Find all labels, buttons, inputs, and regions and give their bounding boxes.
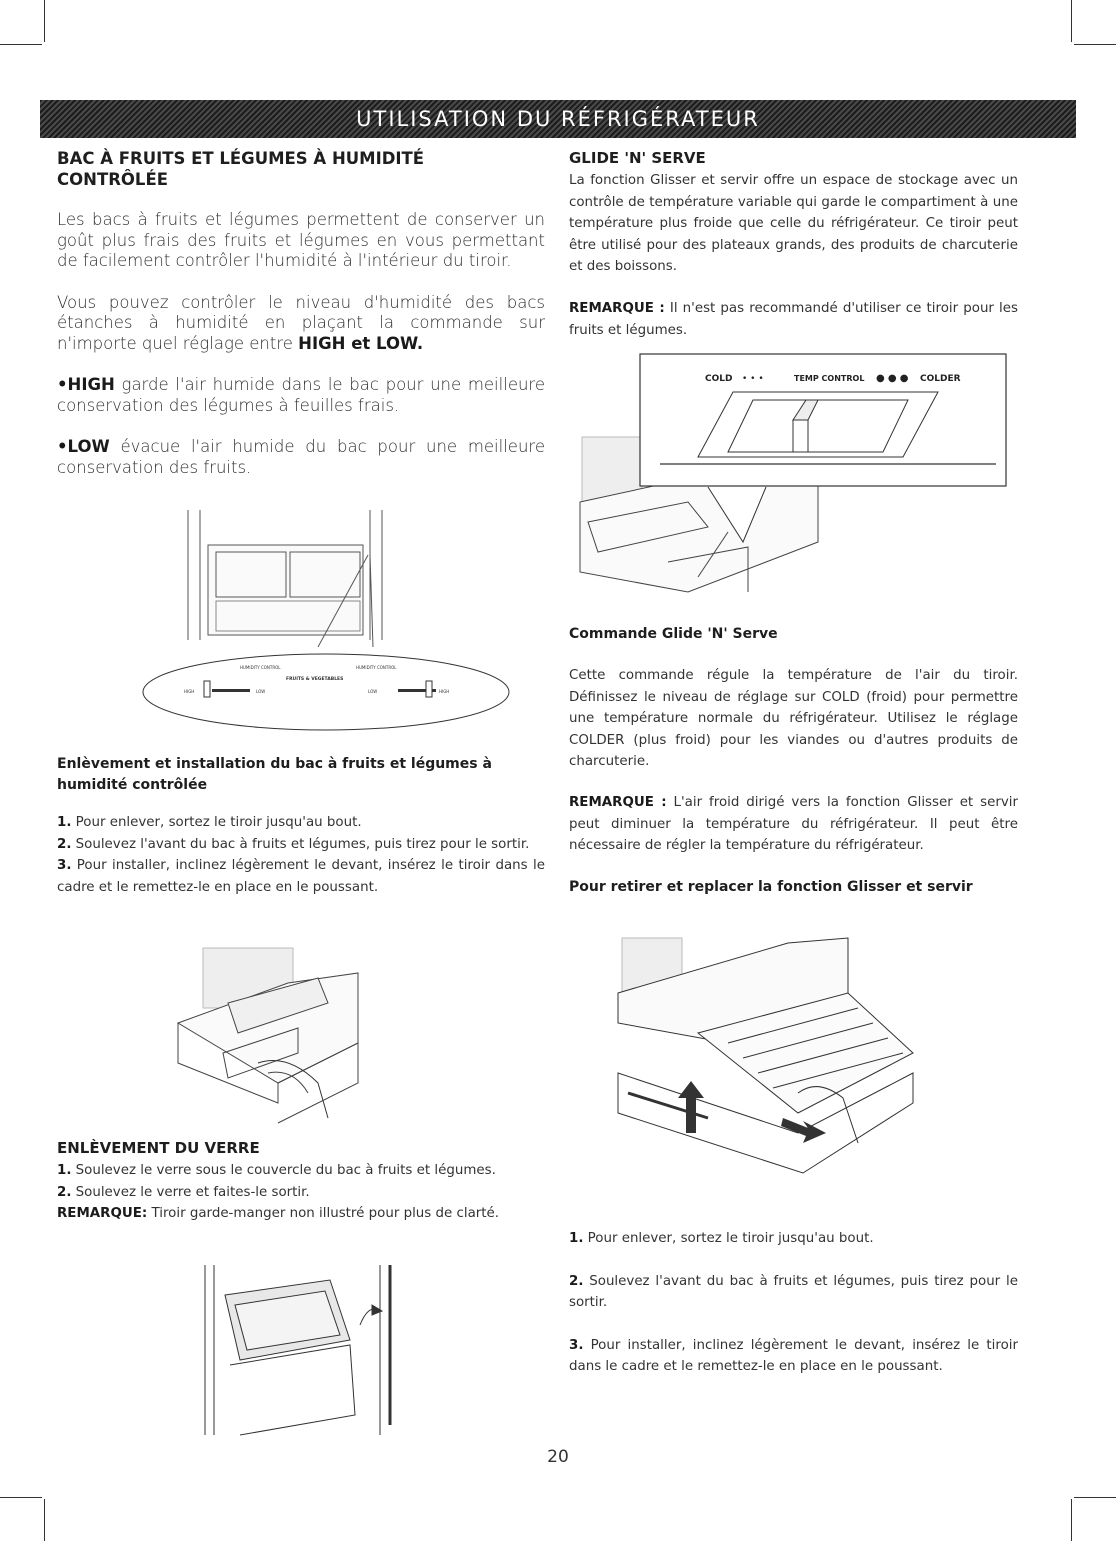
glide-serve-note (569, 298, 1018, 341)
humidity-right-label: HUMIDITY CONTROL (356, 665, 397, 670)
glass-note (57, 1203, 545, 1225)
crisper-step (57, 812, 545, 834)
low-left: LOW (256, 689, 266, 694)
humidity-left-label: HUMIDITY CONTROL (240, 665, 281, 670)
step-number: 1. (57, 1163, 72, 1178)
crisper-removal-section (57, 754, 545, 898)
note-text: Il n'est pas recommandé d'utiliser ce tiroir pour les fruits et légumes. (569, 300, 1018, 338)
step-text: Pour installer, inclinez légèrement le devant, insérez le tiroir dans le cadre et le remettez-le en place en le poussant. (57, 858, 545, 895)
glide-serve-note-2 (569, 792, 1018, 857)
crop-mark (1071, 0, 1072, 42)
temp-control-label: TEMP CONTROL (794, 374, 865, 383)
step-text: Soulevez le verre sous le couvercle du bac à fruits et légumes. (71, 1163, 496, 1178)
colder-label: COLDER (920, 374, 961, 384)
crisper-removal-heading: Enlèvement et installation du bac à fruits et légumes à humidité contrôlée (57, 756, 492, 793)
crop-mark (44, 0, 45, 42)
glass-removal-heading: ENLÈVEMENT DU VERRE (57, 1139, 260, 1157)
step-number: 3. (57, 858, 72, 874)
crop-mark (1074, 44, 1116, 45)
step-number: 1. (569, 1231, 584, 1246)
step-text: Pour enlever, sortez le tiroir jusqu'au bout. (583, 1231, 874, 1246)
crisper-step (57, 834, 545, 856)
temp-control-illustration (568, 352, 1010, 610)
glass-step (57, 1160, 545, 1182)
low-setting-text (57, 437, 545, 478)
step-text: Pour installer, inclinez légèrement le devant, insérez le tiroir dans le cadre et le remettez-le en place en le poussant. (569, 1337, 1018, 1375)
crisper-control-range: HIGH et LOW. (298, 333, 424, 353)
crisper-heading: BAC À FRUITS ET LÉGUMES À HUMIDITÉ CONTRÔLÉE (57, 149, 425, 189)
high-label: •HIGH (57, 375, 115, 394)
glide-serve-details (569, 624, 1018, 898)
glide-serve-removal-illustration (608, 933, 926, 1181)
crop-mark (44, 1499, 45, 1541)
fruits-vegetables-label: FRUITS & VEGETABLES (286, 677, 344, 682)
crisper-control-text-a: Vous pouvez contrôler le niveau d'humidité des bacs étanches à humidité en plaçant la commande sur n'importe quel réglage entre (57, 292, 545, 353)
high-description: garde l'air humide dans le bac pour une meilleure conservation des légumes à feuilles frais. (57, 375, 545, 415)
step-text: Soulevez le verre et faites-le sortir. (71, 1184, 310, 1200)
step-number: 3. (569, 1337, 584, 1353)
crisper-removal-illustration (168, 943, 400, 1133)
page-number: 20 (547, 1447, 569, 1467)
crop-mark (0, 44, 42, 45)
colder-dots: ● ● ● (876, 373, 909, 384)
crisper-step (57, 855, 545, 898)
glide-serve-steps (569, 1228, 1018, 1378)
glide-serve-control-text: Cette commande régule la température de l'air du tiroir. Définissez le niveau de réglage sur COLD (froid) pour permettre une température normale du réfrigérateur. Utilisez le réglage COLDER (plus froid) pour les viandes ou d'autres produits de charcuterie. (569, 668, 1018, 770)
glass-removal-illustration (200, 1265, 405, 1437)
step-number: 1. (57, 815, 72, 830)
note-text: L'air froid dirigé vers la fonction Glisser et servir peut diminuer la température du réfrigérateur. Il peut être nécessaire de régler la température du réfrigérateur. (569, 794, 1018, 854)
step-number: 2. (57, 836, 72, 852)
step-number: 2. (57, 1184, 72, 1200)
crop-mark (1071, 1499, 1072, 1541)
low-right: LOW (368, 689, 378, 694)
high-setting-text (57, 375, 545, 416)
glide-serve-heading: GLIDE 'N' SERVE (569, 149, 706, 167)
note-label: REMARQUE: (57, 1206, 148, 1222)
cold-label: COLD (705, 374, 733, 384)
glide-serve-removal-heading: Pour retirer et replacer la fonction Glisser et servir (569, 878, 973, 895)
glide-serve-caption: Commande Glide 'N' Serve (569, 626, 778, 642)
step-text: Pour enlever, sortez le tiroir jusqu'au bout. (71, 815, 362, 830)
note-text: Tiroir garde-manger non illustré pour plus de clarté. (147, 1206, 500, 1222)
high-left: HIGH (184, 689, 195, 694)
low-label: •LOW (57, 437, 110, 456)
step-text: Soulevez l'avant du bac à fruits et légumes, puis tirez pour le sortir. (569, 1273, 1018, 1311)
crop-mark (0, 1497, 42, 1498)
note-label: REMARQUE : (569, 794, 667, 810)
crisper-intro: Les bacs à fruits et légumes permettent de conserver un goût plus frais des fruits et légumes en vous permettant de facilement contrôler l'humidité à l'intérieur du tiroir. (57, 210, 545, 270)
glide-serve-intro: La fonction Glisser et servir offre un espace de stockage avec un contrôle de température variable qui garde le compartiment à une température plus froide que celle du réfrigérateur. Ce tiroir peut être utilisé pour des plateaux grands, des produits de charcuterie et des boissons. (569, 173, 1018, 275)
glide-serve-step (569, 1228, 1018, 1250)
glide-serve-step (569, 1335, 1018, 1378)
crisper-control-text (57, 293, 545, 355)
high-right: HIGH (439, 689, 450, 694)
step-text: Soulevez l'avant du bac à fruits et légumes, puis tirez pour le sortir. (71, 836, 530, 852)
note-label: REMARQUE : (569, 300, 665, 316)
humidity-control-illustration (138, 505, 514, 733)
low-description: évacue l'air humide du bac pour une meilleure conservation des fruits. (57, 437, 545, 477)
glass-removal-section (57, 1138, 545, 1225)
section-banner: UTILISATION DU RÉFRIGÉRATEUR (40, 100, 1076, 138)
glass-step (57, 1182, 545, 1204)
step-number: 2. (569, 1273, 584, 1289)
left-column (57, 148, 545, 478)
cold-dots: • • • (742, 374, 764, 384)
glide-serve-step (569, 1271, 1018, 1314)
crop-mark (1074, 1497, 1116, 1498)
right-column (569, 148, 1018, 341)
